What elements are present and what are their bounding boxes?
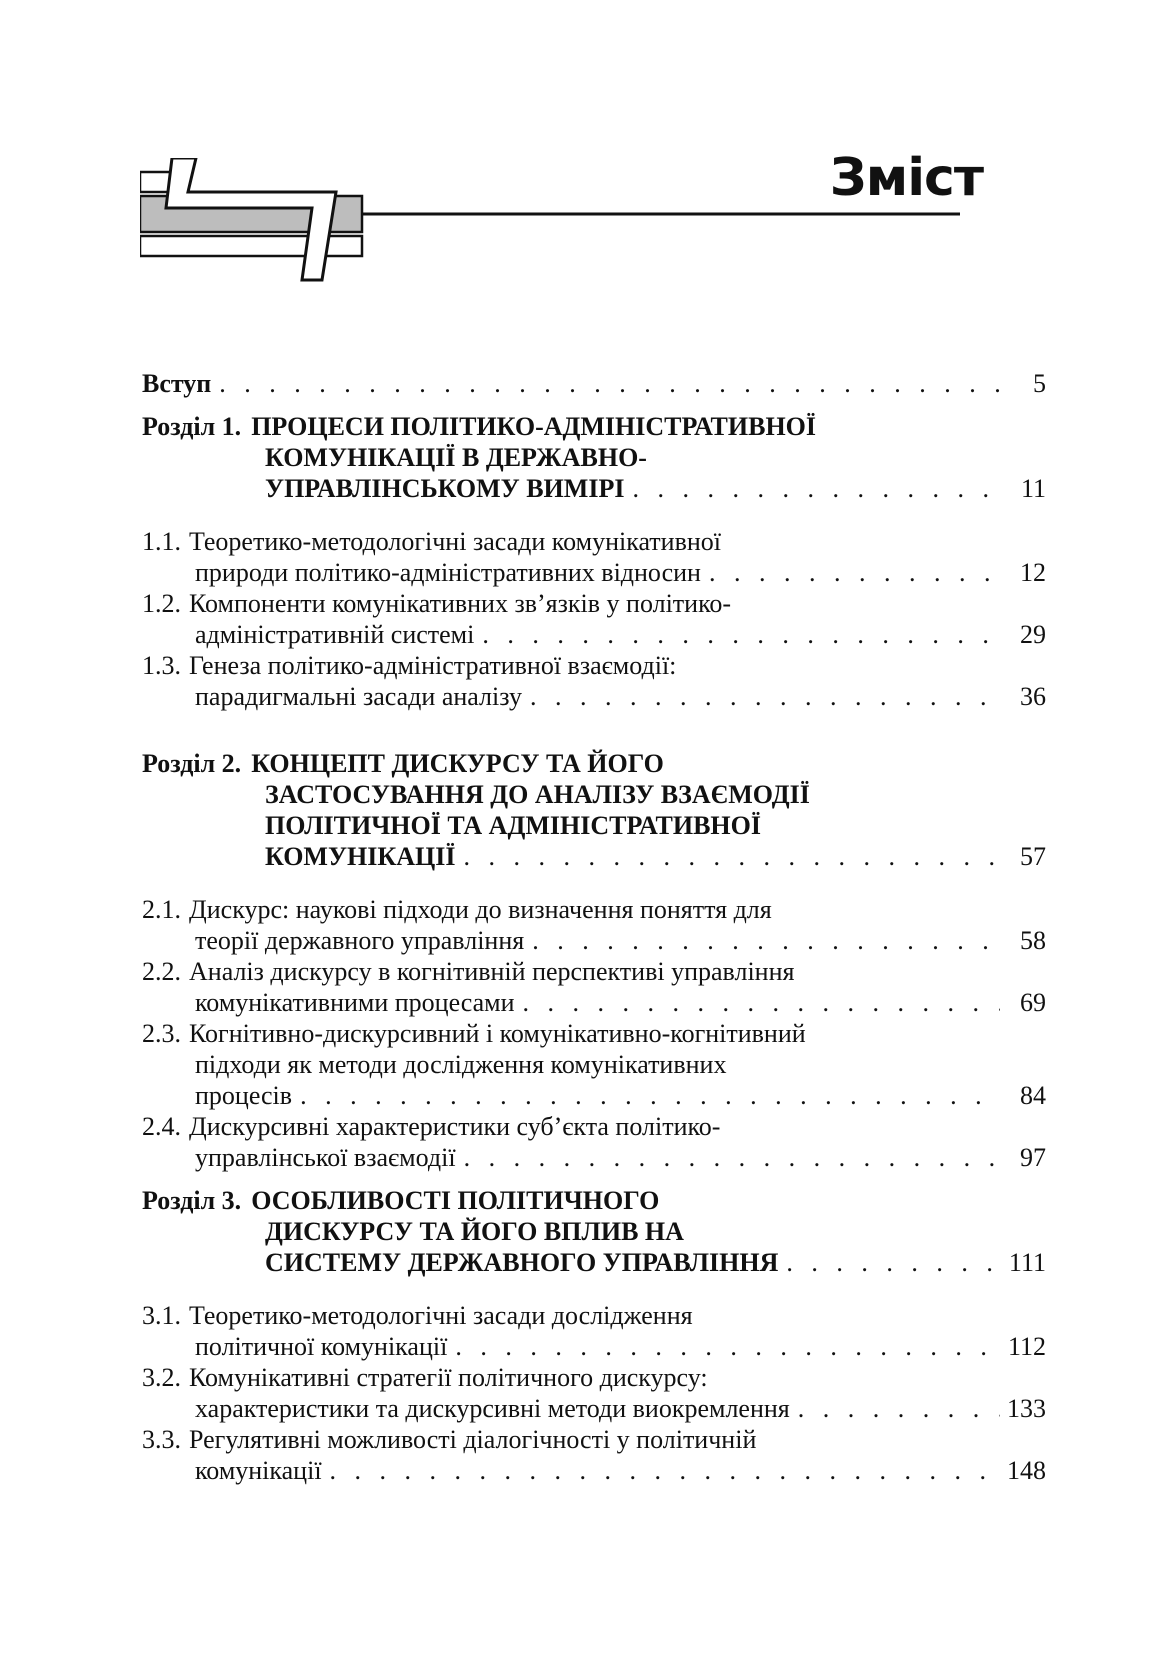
section-number: 3.1. [142,1301,181,1330]
section-title-text: процесів [195,1081,293,1110]
chapter-title-text: КОМУНІКАЦІЇ В ДЕРЖАВНО- [265,443,647,472]
toc-section-line[interactable] [142,1424,1046,1455]
section-title-text: характеристики та дискурсивні методи виокремлення [195,1394,790,1423]
chapter-title-text: ОСОБЛИВОСТІ ПОЛІТИЧНОГО [251,1186,660,1215]
section-title-text: Дискурсивні характеристики суб’єкта політико- [189,1112,721,1141]
chapter-title-text: ДИСКУРСУ ТА ЙОГО ВПЛИВ НА [265,1217,684,1246]
toc-page-number: 69 [1020,988,1046,1017]
section-title-text: Аналіз дискурсу в когнітивній перспективі управління [189,957,795,986]
dot-leader [455,1331,1000,1362]
dot-leader [463,841,1000,872]
spacer [142,1278,1046,1300]
spacer [142,504,1046,526]
chapter-title-text: СИСТЕМУ ДЕРЖАВНОГО УПРАВЛІННЯ [265,1248,779,1277]
toc-page-number: 112 [1007,1332,1046,1361]
toc-section-line[interactable] [142,1362,1046,1393]
dot-leader [530,681,1000,712]
dot-leader [532,925,1000,956]
toc-chapter-line[interactable] [142,1185,1046,1216]
section-number: 2.1. [142,895,181,924]
section-title-text: комунікативними процесами [195,988,515,1017]
section-title-text: підходи як методи дослідження комунікативних [195,1050,727,1079]
section-title-text: адміністративній системі [195,620,475,649]
section-number: 2.3. [142,1019,181,1048]
section-number: 1.3. [142,651,181,680]
section-title-text: Комунікативні стратегії політичного дискурсу: [189,1363,708,1392]
toc-section-line[interactable] [142,987,1046,1018]
section-number: 3.3. [142,1425,181,1454]
section-number: 1.2. [142,589,181,618]
toc-section-line[interactable] [142,619,1046,650]
toc-section-line[interactable] [142,1142,1046,1173]
toc-section-line[interactable] [142,925,1046,956]
toc-chapter-line[interactable] [142,748,1046,779]
toc-section-line[interactable] [142,1049,1046,1080]
spacer [142,872,1046,894]
section-title-text: парадигмальні засади аналізу [195,682,522,711]
toc-section-line[interactable] [142,1018,1046,1049]
toc-section-line[interactable] [142,956,1046,987]
toc-chapter-line[interactable] [142,442,1046,473]
section-title-text: теорії державного управління [195,926,525,955]
section-number: 1.1. [142,527,181,556]
toc-page-number: 133 [1007,1394,1046,1423]
toc-section-line[interactable] [142,1111,1046,1142]
section-title-text: Когнітивно-дискурсивний і комунікативно-когнітивний [189,1019,806,1048]
spacer [142,399,1046,411]
toc-section-line[interactable] [142,526,1046,557]
dot-leader [330,1455,1000,1486]
chapter-prefix: Розділ 1. [142,412,242,441]
toc-chapter-line[interactable] [142,1247,1046,1278]
toc-section-line[interactable] [142,1080,1046,1111]
chapter-title-text: ПРОЦЕСИ ПОЛІТИКО-АДМІНІСТРАТИВНОЇ [251,412,817,441]
toc-section-line[interactable] [142,557,1046,588]
toc-section-line[interactable] [142,1455,1046,1486]
dot-leader [464,1142,1000,1173]
chapter-title-text: ЗАСТОСУВАННЯ ДО АНАЛІЗУ ВЗАЄМОДІЇ [265,780,810,809]
toc-section-line[interactable] [142,650,1046,681]
section-title-text: Теоретико-методологічні засади дослідження [189,1301,693,1330]
chapter-prefix: Розділ 2. [142,749,242,778]
chapter-title-text: УПРАВЛІНСЬКОМУ ВИМІРІ [265,474,625,503]
section-title-text: комунікації [195,1456,322,1485]
toc-chapter-line[interactable] [142,841,1046,872]
toc-chapter-line[interactable] [142,473,1046,504]
toc-entry-intro[interactable] [142,368,1046,399]
toc-chapter-line[interactable] [142,779,1046,810]
chapter-title-text: ПОЛІТИЧНОЇ ТА АДМІНІСТРАТИВНОЇ [265,811,761,840]
toc-page-number: 5 [1033,369,1046,398]
section-number: 3.2. [142,1363,181,1392]
section-title-text: Генеза політико-адміністративної взаємодії: [189,651,677,680]
section-title-text: управлінської взаємодії [195,1143,456,1172]
chapter-prefix: Розділ 3. [142,1186,242,1215]
spacer [142,712,1046,748]
dot-leader [523,987,1000,1018]
toc-section-line[interactable] [142,1393,1046,1424]
section-number: 2.4. [142,1112,181,1141]
dot-leader [798,1393,1000,1424]
section-title-text: Дискурс: наукові підходи до визначення поняття для [189,895,772,924]
toc-page-number: 29 [1020,620,1046,649]
toc-chapter-line[interactable] [142,1216,1046,1247]
toc-chapter-line[interactable] [142,810,1046,841]
toc-page-number: 97 [1020,1143,1046,1172]
section-title-text: Теоретико-методологічні засади комунікативної [189,527,721,556]
toc-section-line[interactable] [142,588,1046,619]
toc-page-number: 84 [1020,1081,1046,1110]
section-title-text: природи політико-адміністративних відносин [195,558,701,587]
toc-chapter-line[interactable] [142,411,1046,442]
toc-section-line[interactable] [142,681,1046,712]
dot-leader [632,473,1000,504]
toc-page-number: 111 [1008,1248,1046,1277]
toc-section-line[interactable] [142,1300,1046,1331]
table-of-contents [142,368,1046,1498]
toc-page-number: 57 [1020,842,1046,871]
toc-section-line[interactable] [142,1331,1046,1362]
toc-entry-label: Вступ [142,369,212,398]
spacer [142,1486,1046,1498]
toc-page-number: 11 [1020,474,1046,503]
section-number: 2.2. [142,957,181,986]
toc-page-number: 148 [1007,1456,1046,1485]
page-title: Зміст [829,148,983,208]
dot-leader [709,557,1000,588]
dot-leader [300,1080,1000,1111]
dot-leader [786,1247,1000,1278]
section-title-text: Регулятивні можливості діалогічності у політичній [189,1425,757,1454]
toc-page-number: 36 [1020,682,1046,711]
section-title-text: Компоненти комунікативних зв’язків у політико- [189,589,732,618]
dot-leader [482,619,1000,650]
toc-section-line[interactable] [142,894,1046,925]
chapter-title-text: КОМУНІКАЦІЇ [265,842,456,871]
dot-leader [219,368,1000,399]
spacer [142,1173,1046,1185]
toc-page-number: 12 [1020,558,1046,587]
toc-page-number: 58 [1020,926,1046,955]
chapter-title-text: КОНЦЕПТ ДИСКУРСУ ТА ЙОГО [251,749,664,778]
section-title-text: політичної комунікації [195,1332,448,1361]
